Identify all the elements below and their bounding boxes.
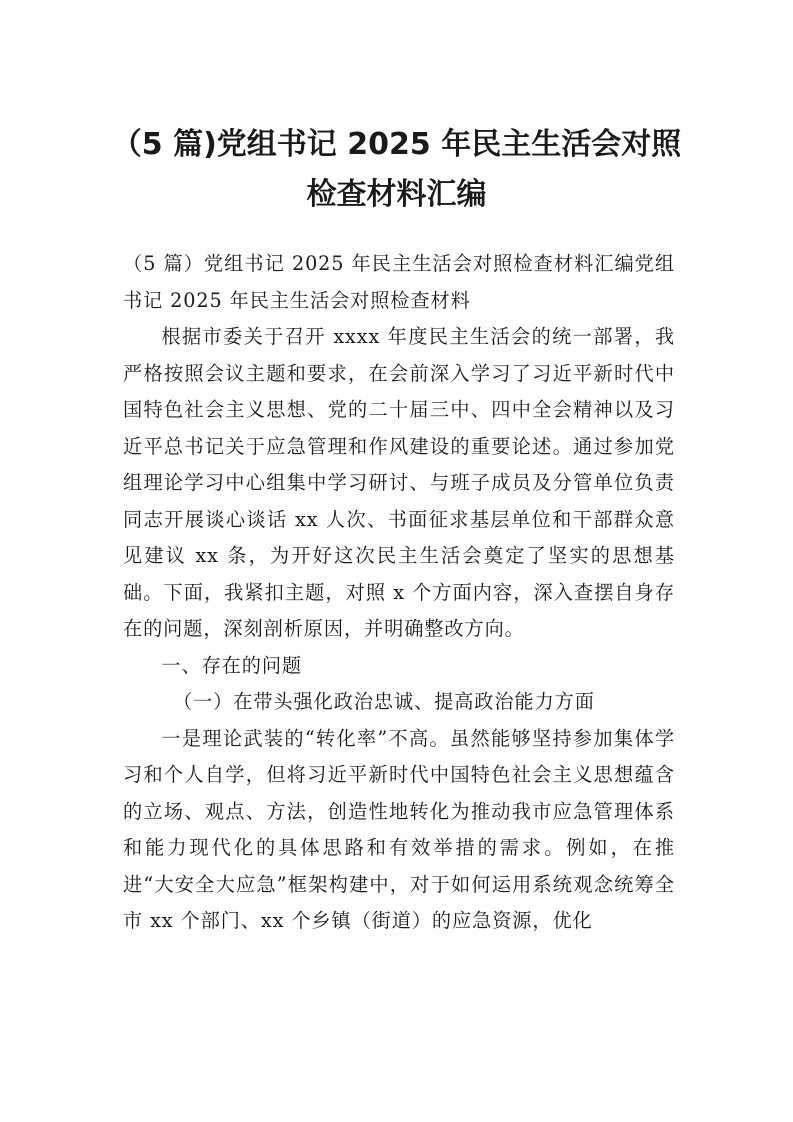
paragraph-theory: 一是理论武装的“转化率”不高。虽然能够坚持参加集体学习和个人自学，但将习近平新时代中国特色社会主义思想蕴含的立场、观点、方法，创造性地转化为推动我市应急管理体系和能力现代化的具体思路和有效举措的需求。例如，在推进“大安全大应急”框架构建中，对于如何运用系统观念统筹全市 xx 个部门、xx 个乡镇（街道）的应急资源，优化 [123, 726, 675, 932]
paragraph-background: 根据市委关于召开 xxxx 年度民主生活会的统一部署，我严格按照会议主题和要求，在会前深入学习了习近平新时代中国特色社会主义思想、党的二十届三中、四中全会精神以及习近平总书记关于应急管理和作风建设的重要论述。通过参加党组理论学习中心组集中学习研讨、与班子成员及分管单位负责同志开展谈心谈话 xx 人次、书面征求基层单位和干部群众意见建议 xx 条，为开好这次民主生活会奠定了坚实的思想基础。下面，我紧扣主题，对照 x 个方面内容，深入查摆自身存在的问题，深刻剖析原因，并明确整改方向。 [123, 325, 675, 640]
document-body [123, 246, 675, 940]
subsection-heading-political: （一）在带头强化政治忠诚、提高政治能力方面 [173, 690, 595, 713]
document-title: （5 篇)党组书记 2025 年民主生活会对照检查材料汇编 [111, 127, 682, 212]
section-heading-problems: 一、存在的问题 [161, 653, 303, 677]
intro-paragraph: （5 篇）党组书记 2025 年民主生活会对照检查材料汇编党组书记 2025 年民主生活会对照检查材料 [123, 252, 675, 312]
